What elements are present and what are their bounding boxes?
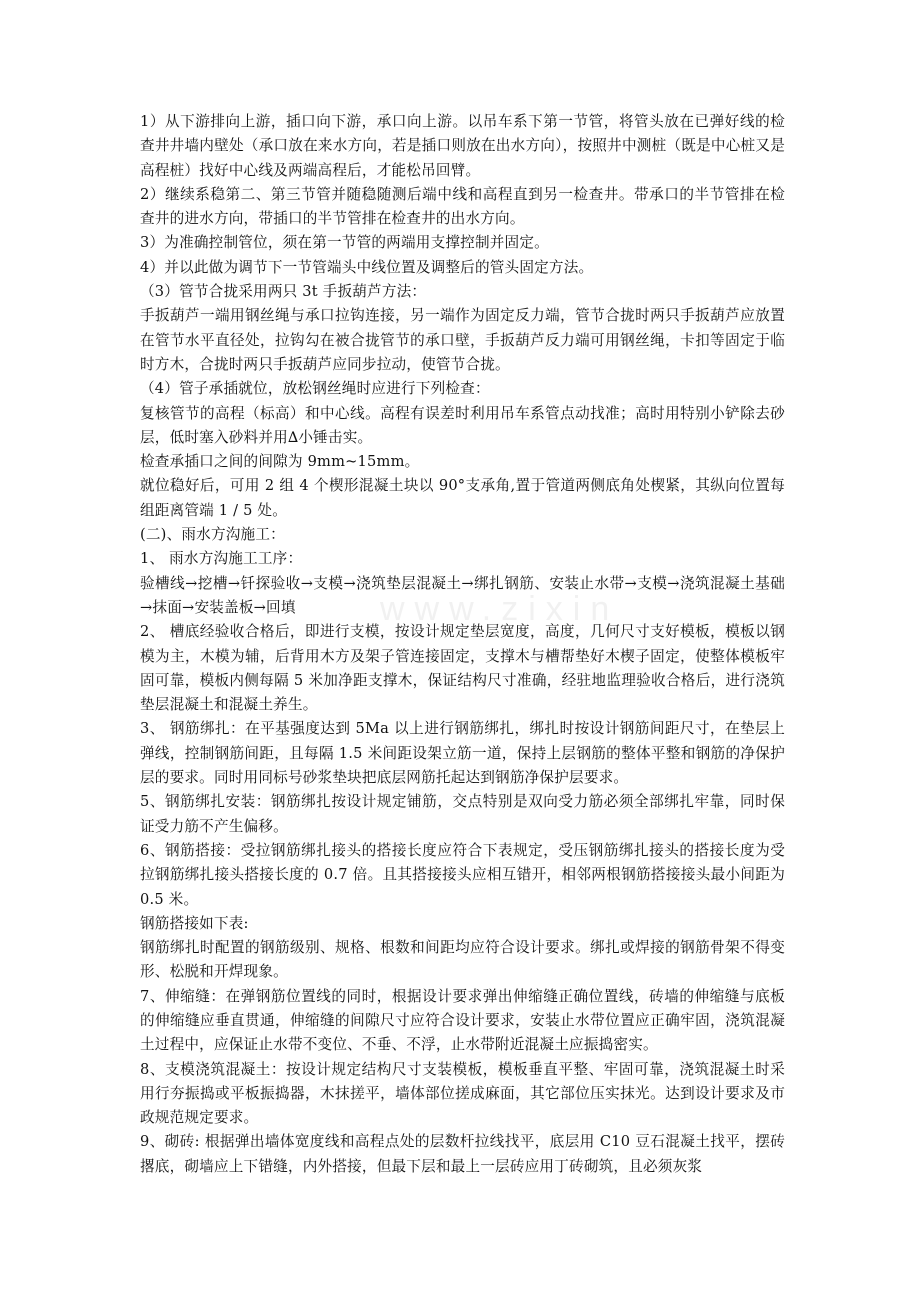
paragraph: 3）为准确控制管位，须在第一节管的两端用支撑控制并固定。 (140, 234, 549, 252)
paragraph: （4）管子承插就位，放松钢丝绳时应进行下列检查： (140, 380, 490, 398)
paragraph: 钢筋绑扎时配置的钢筋级别、规格、根数和间距均应符合设计要求。绑扎或焊接的钢筋骨架不得变形、松脱和开焊现象。 (140, 939, 785, 981)
paragraph: 3、 钢筋绑扎：在平基强度达到 5Ma 以上进行钢筋绑扎，绑扎时按设计钢筋间距尺寸，在垫层上弹线，控制钢筋间距，且每隔 1.5 米间距设架立筋一道，保持上层钢筋的整体平整和钢筋的净保护层的要求。同时用同标号砂浆垫块把底层网筋托起达到钢筋净保护层要求。 (140, 720, 785, 787)
paragraph: 手扳葫芦一端用钢丝绳与承口拉钩连接，另一端作为固定反力端，管节合拢时两只手扳葫芦应放置在管节水平直径处，拉钩勾在被合拢管节的承口壁，手扳葫芦反力端可用钢丝绳，卡扣等固定于临时方木，合拢时两只手扳葫芦应同步拉动，使管节合拢。 (140, 307, 785, 373)
section-heading: (二)、雨水方沟施工： (140, 526, 285, 544)
paragraph: 8、支模浇筑混凝土：按设计规定结构尺寸支装模板，模板垂直平整、牢固可靠，浇筑混凝土时采用行夯振捣或平板振捣器，木抹搓平，墙体部位搓成麻面，其它部位压实抹光。达到设计要求及市政规范规定要求。 (140, 1060, 785, 1127)
paragraph: 6、钢筋搭接：受拉钢筋绑扎接头的搭接长度应符合下表规定，受压钢筋绑扎接头的搭接长度为受拉钢筋绑扎接头搭接长度的 0.7 倍。且其搭接接头应相互错开，相邻两根钢筋搭接接头最小间距为 0.5 米。 (140, 841, 785, 908)
paragraph: 钢筋搭接如下表: (140, 914, 249, 932)
paragraph: 1、 雨水方沟施工工序： (140, 550, 303, 568)
paragraph: 复核管节的高程（标高）和中心线。高程有误差时利用吊车系管点动找准；高时用特别小铲除去砂层，低时塞入砂料并用∆小锤击实。 (140, 404, 785, 446)
document-body (140, 110, 785, 1179)
paragraph: 9、砌砖: 根据弹出墙体宽度线和高程点处的层数杆拉线找平，底层用 C10 豆石混凝土找平，摆砖撂底，砌墙应上下错缝，内外搭接，但最下层和最上一层砖应用丁砖砌筑，且必须灰浆 (140, 1133, 785, 1175)
paragraph: 2）继续系稳第二、第三节管并随稳随测后端中线和高程直到另一检查井。带承口的半节管排在检查井的进水方向，带插口的半节管排在检查井的出水方向。 (140, 185, 785, 228)
paragraph: 验槽线→挖槽→钎探验收→支模→浇筑垫层混凝土→绑扎钢筋、安装止水带→支模→浇筑混凝土基础→抹面→安装盖板→回填 (140, 574, 785, 616)
paragraph: 7、伸缩缝：在弹钢筋位置线的同时，根据设计要求弹出伸缩缝正确位置线，砖墙的伸缩缝与底板的伸缩缝应垂直贯通，伸缩缝的间隙尺寸应符合设计要求，安装止水带位置应正确牢固，浇筑混凝土过程中，应保证止水带不变位、不垂、不浮，止水带附近混凝土应振捣密实。 (140, 987, 785, 1054)
paragraph: 1）从下游排向上游，插口向下游，承口向上游。以吊车系下第一节管，将管头放在已弹好线的检查井井墙内壁处（承口放在来水方向，若是插口则放在出水方向），按照井中测桩（既是中心桩又是高程桩）找好中心线及两端高程后，才能松吊回臂。 (140, 113, 785, 179)
paragraph: 2、 槽底经验收合格后，即进行支模，按设计规定垫层宽度，高度，几何尺寸支好模板，模板以钢模为主，木模为辅，后背用木方及架子管连接固定，支撑木与槽帮垫好木楔子固定，使整体模板牢固可靠，模板内侧每隔 5 米加净距支撑木，保证结构尺寸准确，经驻地监理验收合格后，进行浇筑垫层混凝土和混凝土养生。 (140, 623, 785, 714)
paragraph: 5、钢筋绑扎安装：钢筋绑扎按设计规定铺筋，交点特别是双向受力筋必须全部绑扎牢靠，同时保证受力筋不产生偏移。 (140, 793, 785, 835)
paragraph: 检查承插口之间的间隙为 9mm~15mm。 (140, 453, 420, 471)
paragraph: （3）管节合拢采用两只 3t 手扳葫芦方法： (140, 283, 427, 301)
paragraph: 就位稳好后，可用 2 组 4 个楔形混凝土块以 90°支承角,置于管道两侧底角处楔紧，其纵向位置每组距离管端 1 / 5 处。 (140, 477, 785, 519)
watermark: www.zixin (380, 590, 620, 628)
paragraph: 4）并以此做为调节下一节管端头中线位置及调整后的管头固定方法。 (140, 258, 594, 276)
